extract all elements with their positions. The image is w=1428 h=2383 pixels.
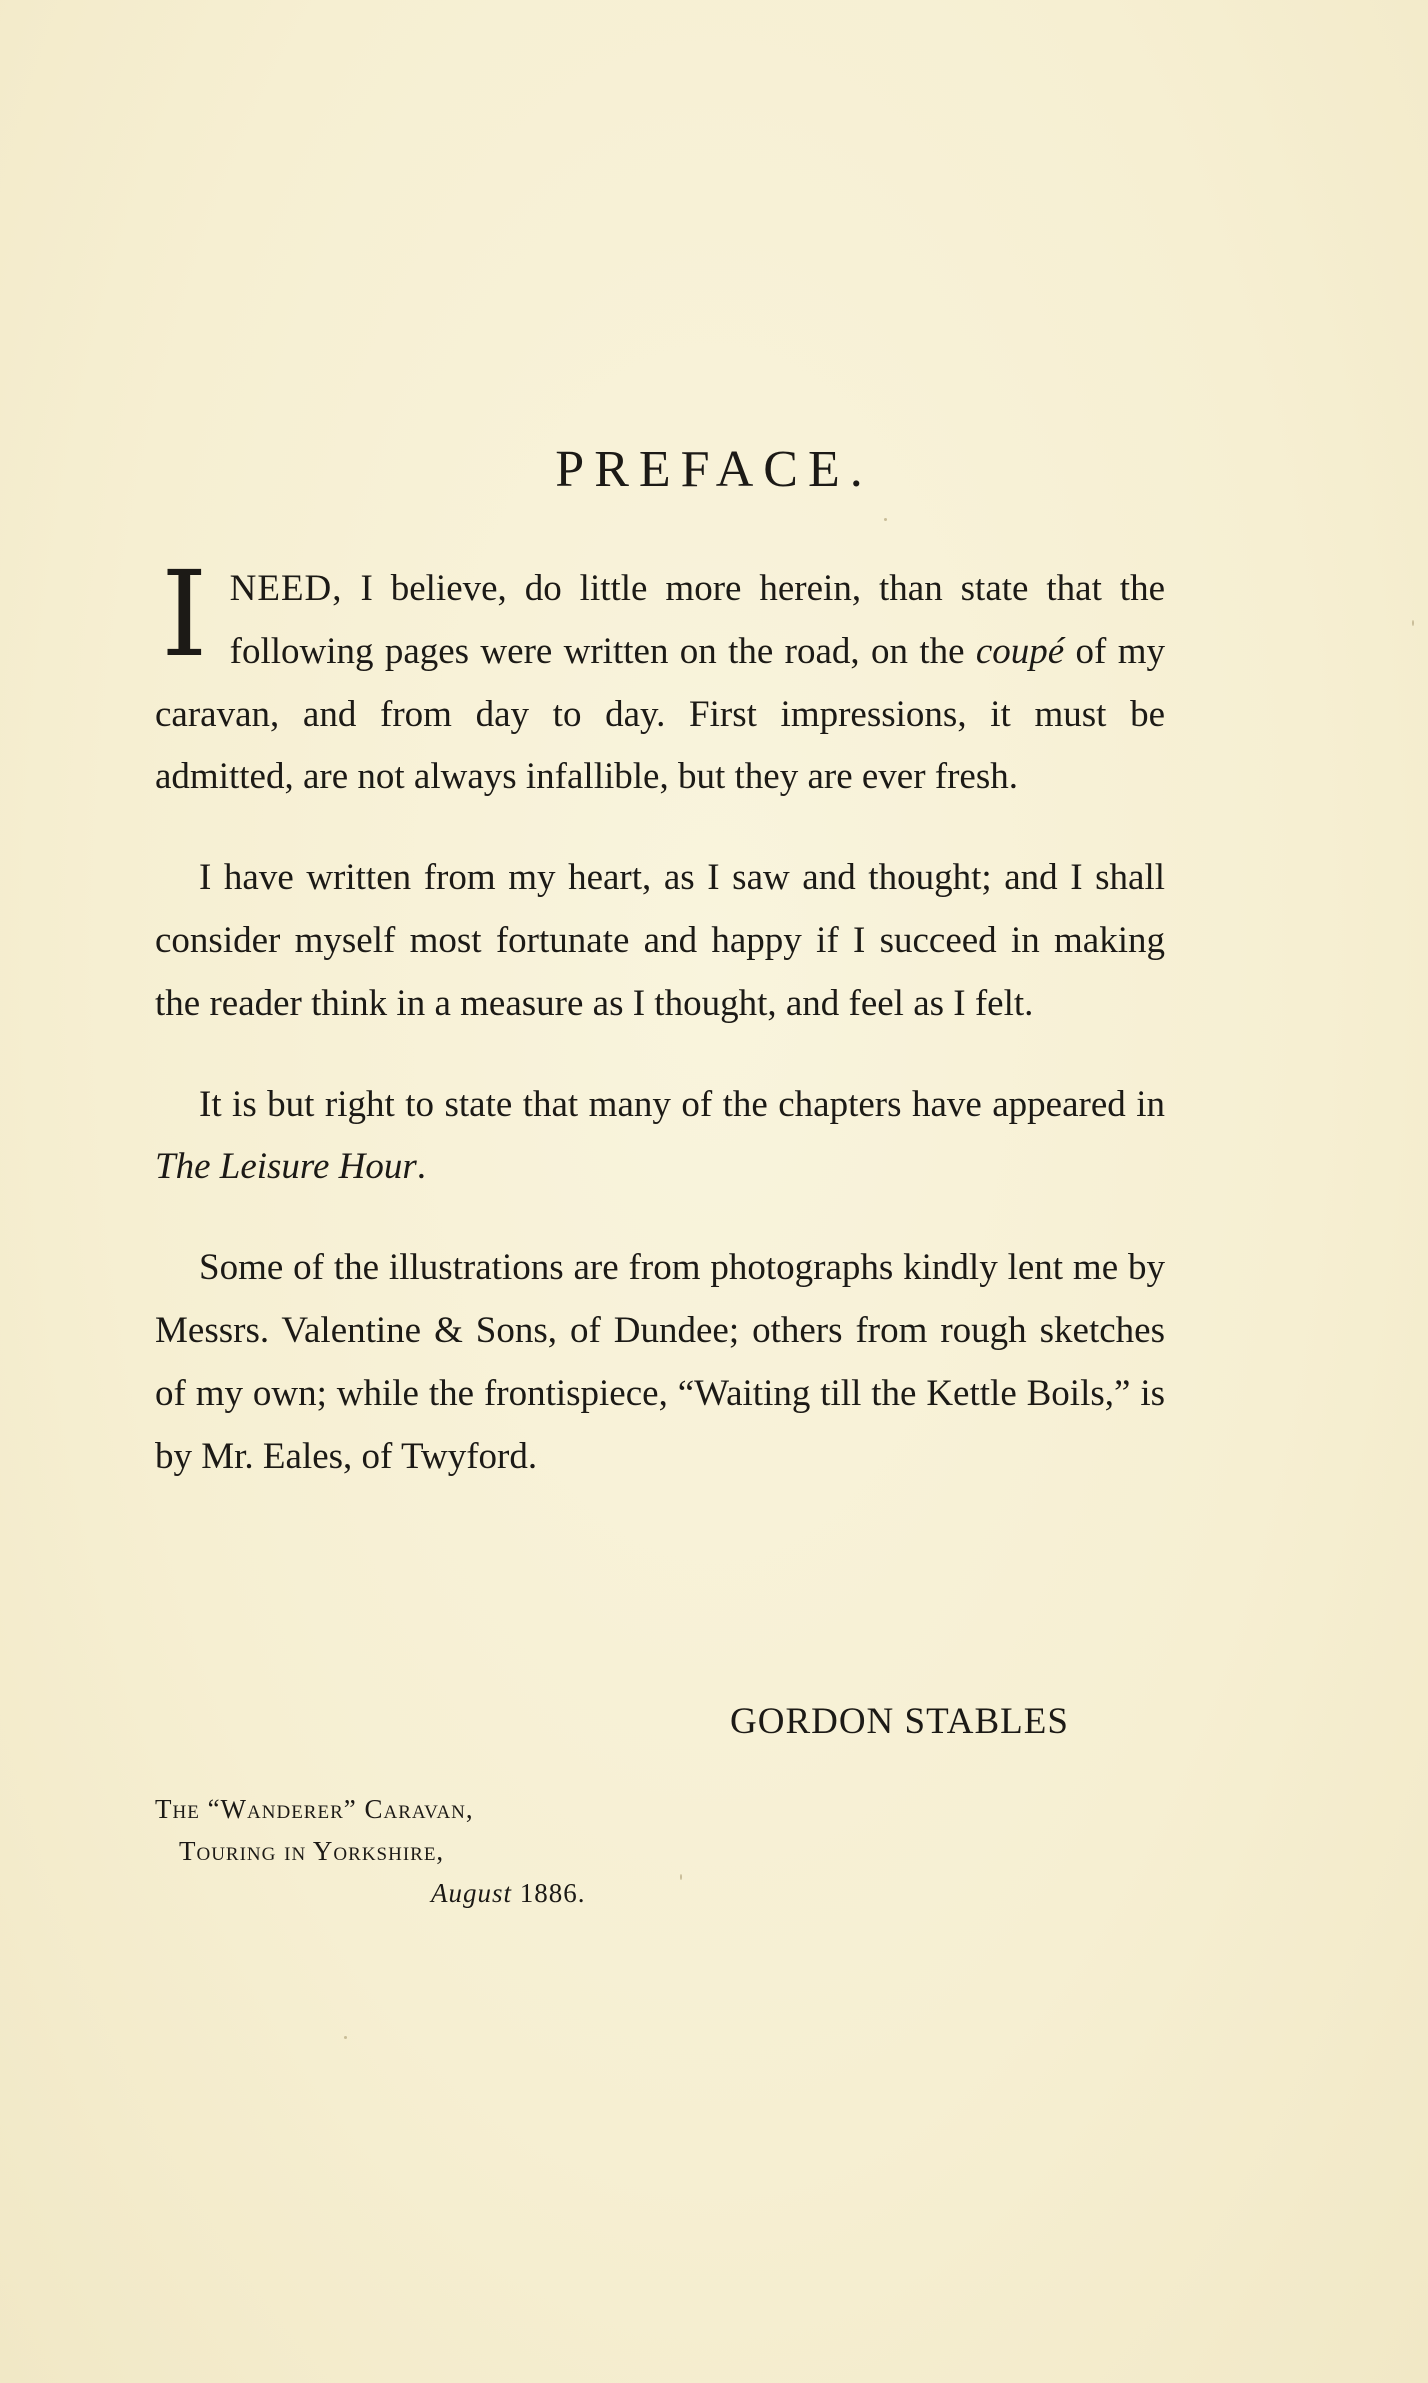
paragraph-3-text-a: It is but right to state that many of the chapters have appeared in	[199, 1083, 1165, 1125]
author-signature: GORDON STABLES	[730, 1701, 1069, 1742]
page-title: PREFACE.	[555, 441, 873, 498]
dateline-line-1: The “Wanderer” Caravan,	[155, 1794, 474, 1824]
paragraph-1-text-b: of my caravan, and from day to day. First impressions, it must be admitted, are not always infallible, but they are ever fresh.	[155, 630, 1165, 798]
paragraph-3	[155, 1074, 1165, 1200]
paragraph-1	[155, 545, 1165, 809]
paragraph-3-text-b: .	[416, 1146, 426, 1188]
lead-caps: NEED,	[229, 568, 343, 609]
paragraph-2: I have written from my heart, as I saw and thought; and I shall consider myself most fortunate and happy if I succeed in making the reader think in a measure as I thought, and feel as I felt.	[155, 857, 1165, 1024]
dateline-line-2: Touring in Yorkshire,	[179, 1836, 445, 1866]
drop-cap: I	[161, 545, 208, 683]
paragraph-1-text-a: I believe, do little more herein, than state that the following pages were written on the road, on the	[229, 568, 1165, 672]
paper-speck	[884, 518, 887, 521]
paragraph-4: Some of the illustrations are from photographs kindly lent me by Messrs. Valentine & Sons, of Dundee; others from rough sketches of my own; while the frontispiece, “Waiting till the Kettle Boils,” is by Mr. Eales, of Twyford.	[155, 1247, 1165, 1477]
preface-body	[155, 545, 1165, 1526]
dateline-year: 1886.	[512, 1878, 586, 1908]
paragraph-3-italic: The Leisure Hour	[155, 1146, 417, 1188]
dateline	[155, 1788, 586, 1914]
dateline-line-3	[155, 1872, 586, 1914]
dateline-month: August	[431, 1878, 513, 1908]
paper-speck	[344, 2036, 347, 2039]
paper-speck	[1412, 620, 1414, 626]
paper-speck	[680, 1874, 682, 1880]
paragraph-1-italic: coupé	[975, 630, 1065, 672]
